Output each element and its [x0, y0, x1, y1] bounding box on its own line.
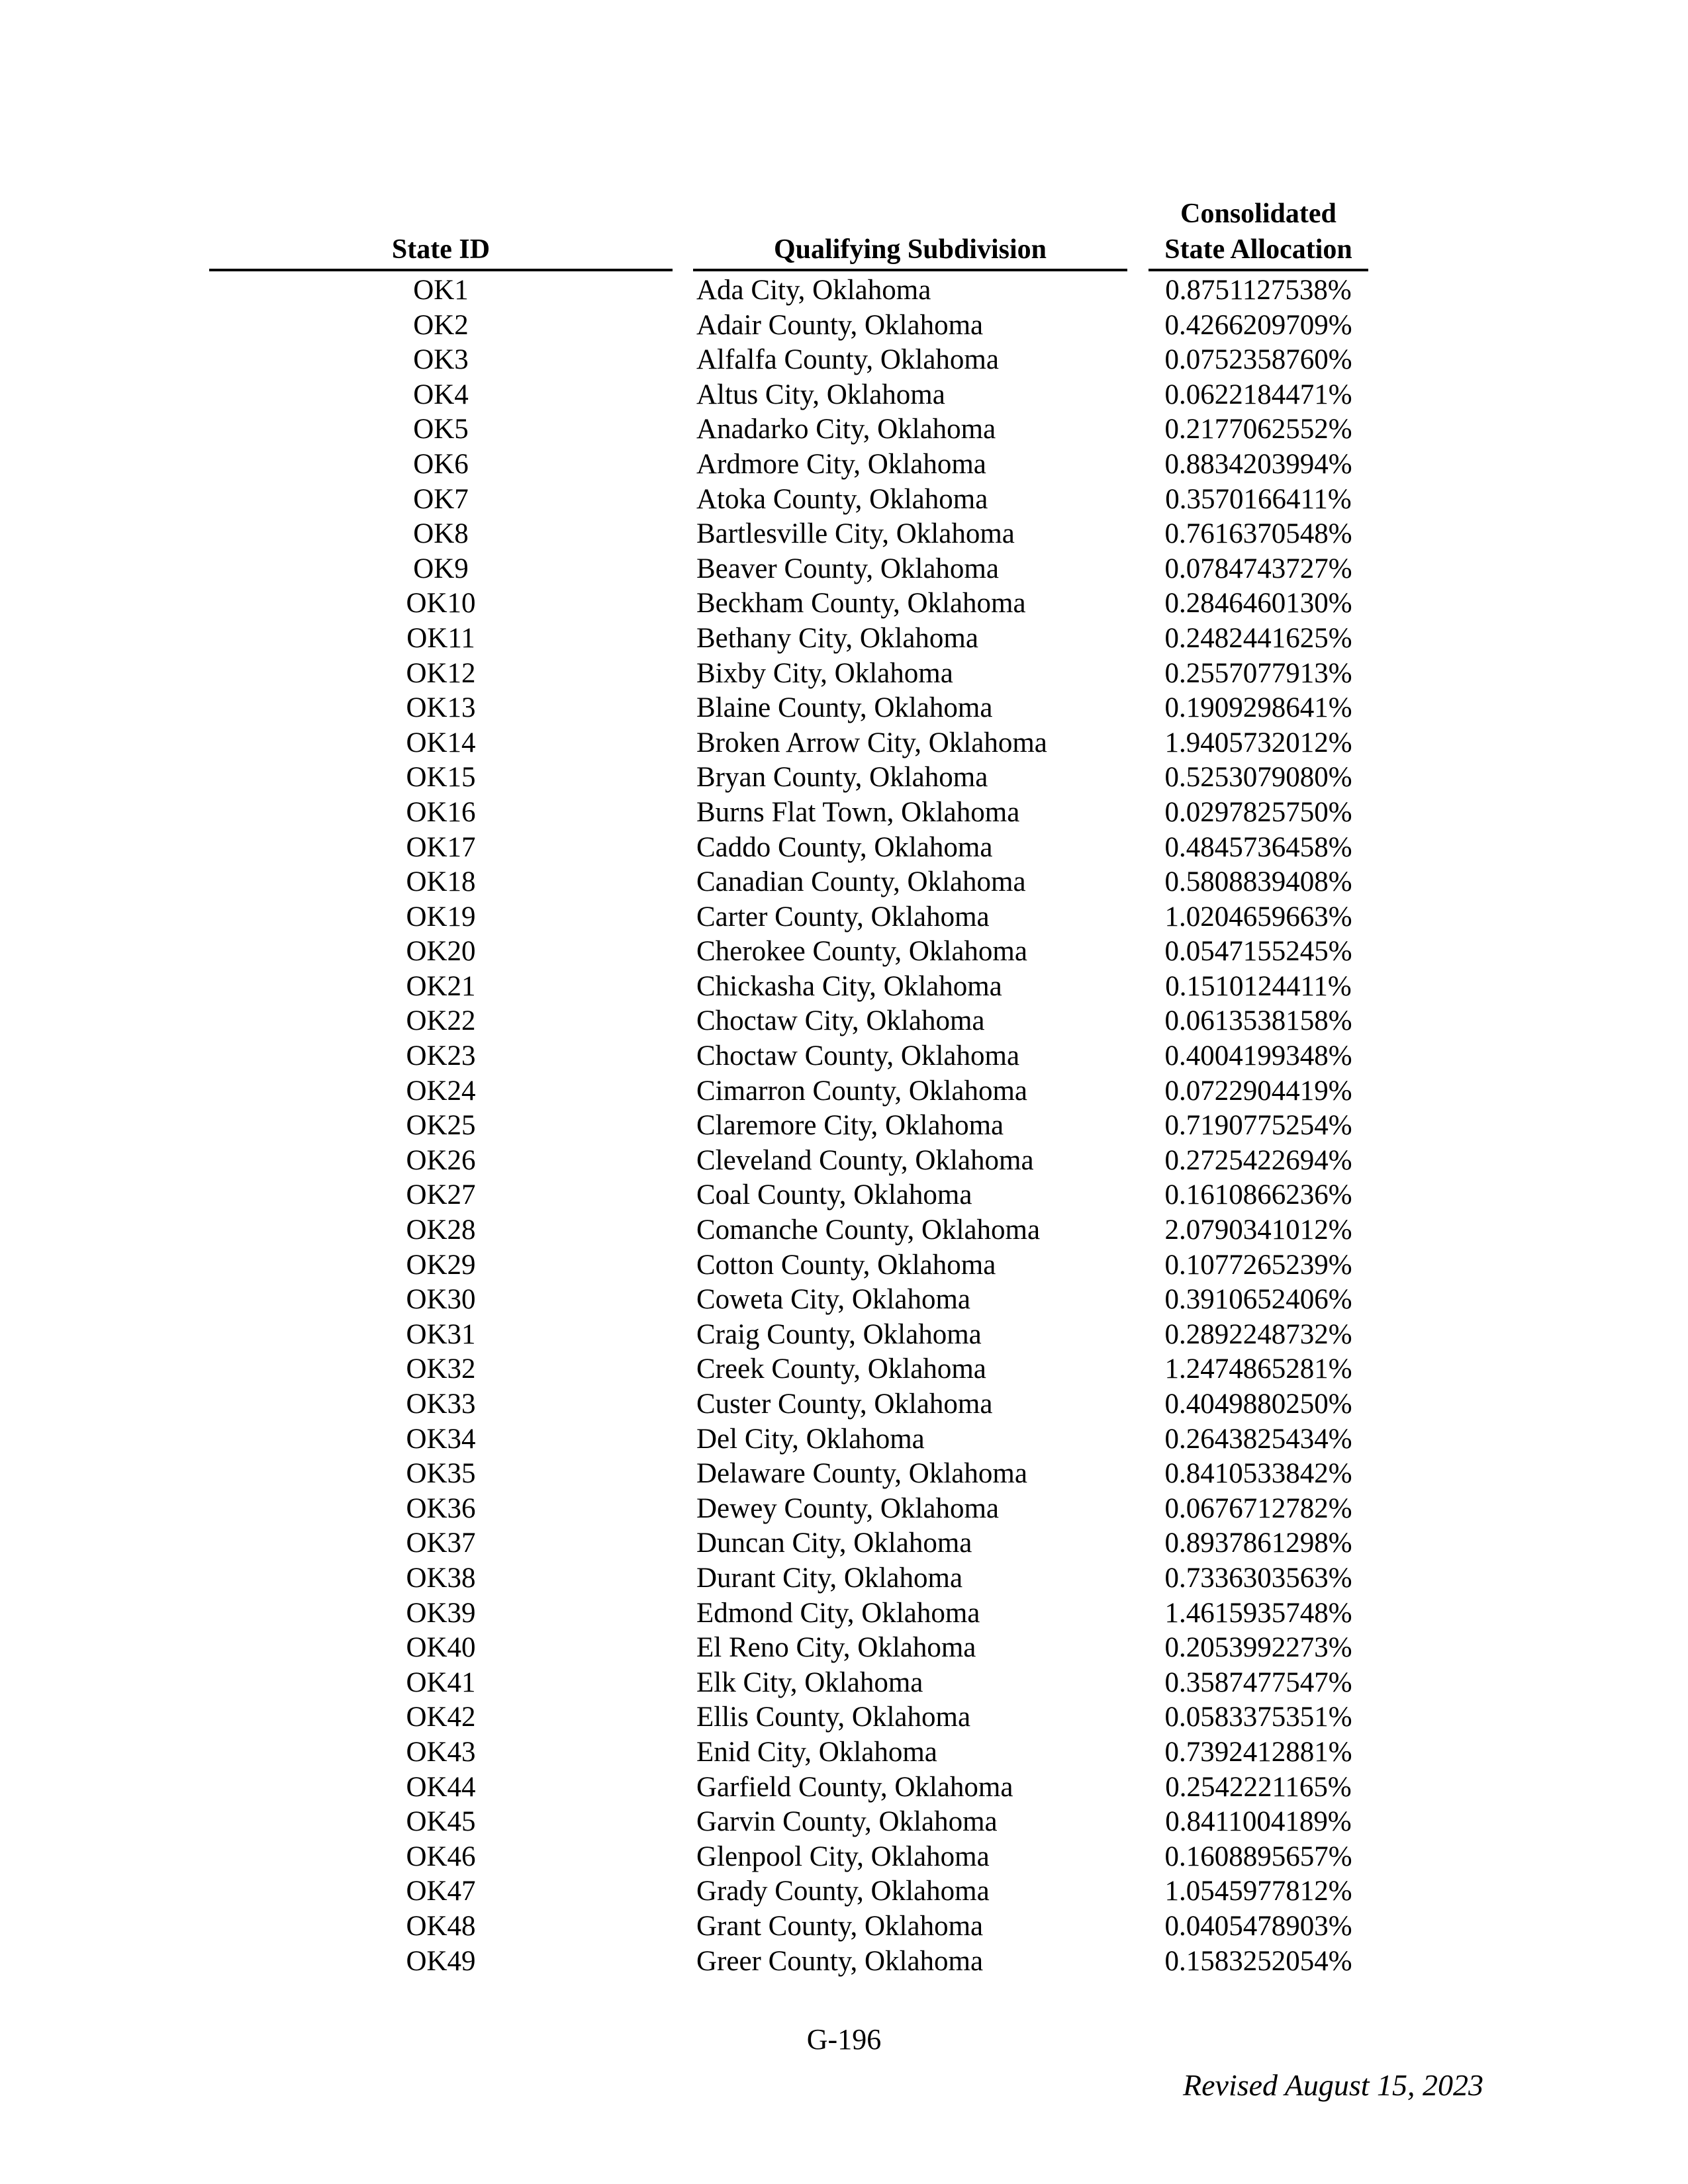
- allocation-cell: 0.0676712782%: [1164, 1492, 1352, 1524]
- table-row: [0, 1457, 1688, 1492]
- allocation-cell: 0.8411004189%: [1165, 1806, 1352, 1838]
- state-id-cell: OK30: [406, 1284, 476, 1316]
- table-row: [0, 1318, 1688, 1353]
- state-id-cell: OK25: [406, 1110, 476, 1142]
- state-id-cell: OK1: [413, 275, 469, 306]
- allocation-cell: 0.3587477547%: [1164, 1666, 1352, 1698]
- subdivision-cell: Bartlesville City, Oklahoma: [696, 518, 1015, 550]
- state-id-cell: OK34: [406, 1423, 476, 1455]
- subdivision-cell: Ardmore City, Oklahoma: [696, 448, 986, 480]
- table-row: [0, 343, 1688, 378]
- allocation-cell: 0.0622184471%: [1164, 379, 1352, 410]
- subdivision-cell: Choctaw City, Oklahoma: [696, 1005, 985, 1037]
- subdivision-cell: Bryan County, Oklahoma: [696, 762, 988, 794]
- subdivision-cell: Elk City, Oklahoma: [696, 1666, 923, 1698]
- subdivision-cell: Glenpool City, Oklahoma: [696, 1841, 990, 1872]
- state-id-cell: OK17: [406, 831, 476, 863]
- allocation-cell: 0.1583252054%: [1164, 1945, 1352, 1977]
- state-id-cell: OK4: [413, 379, 469, 410]
- allocation-cell: 0.0752358760%: [1164, 344, 1352, 376]
- state-id-cell: OK48: [406, 1910, 476, 1942]
- table-row: [0, 691, 1688, 726]
- subdivision-cell: Choctaw County, Oklahoma: [696, 1040, 1020, 1072]
- allocation-cell: 0.8410533842%: [1164, 1458, 1352, 1490]
- subdivision-cell: Cherokee County, Oklahoma: [696, 936, 1027, 968]
- allocation-cell: 0.2177062552%: [1164, 414, 1352, 445]
- subdivision-cell: Grant County, Oklahoma: [696, 1910, 984, 1942]
- allocation-cell: 0.1510124411%: [1165, 970, 1352, 1002]
- allocation-cell: 0.7336303563%: [1164, 1562, 1352, 1594]
- state-id-cell: OK23: [406, 1040, 476, 1072]
- subdivision-cell: Claremore City, Oklahoma: [696, 1110, 1004, 1142]
- subdivision-cell: Cimarron County, Oklahoma: [696, 1075, 1028, 1107]
- subdivision-cell: Bixby City, Oklahoma: [696, 657, 953, 689]
- allocation-cell: 0.8751127538%: [1165, 275, 1352, 306]
- state-id-cell: OK24: [406, 1075, 476, 1107]
- allocation-cell: 0.3910652406%: [1164, 1284, 1352, 1316]
- table-row: [0, 412, 1688, 447]
- table-row: [0, 1526, 1688, 1561]
- state-id-cell: OK21: [406, 970, 476, 1002]
- table-row: [0, 1561, 1688, 1596]
- table-row: [0, 1144, 1688, 1179]
- state-id-cell: OK16: [406, 796, 476, 828]
- subdivision-cell: Coweta City, Oklahoma: [696, 1284, 971, 1316]
- state-id-cell: OK6: [413, 448, 469, 480]
- table-row: [0, 1248, 1688, 1283]
- table-row: [0, 1840, 1688, 1875]
- state-id-cell: OK29: [406, 1249, 476, 1281]
- table-row: [0, 1387, 1688, 1422]
- subdivision-cell: Adair County, Oklahoma: [696, 309, 984, 341]
- table-row: [0, 1944, 1688, 1979]
- allocation-cell: 0.0583375351%: [1164, 1702, 1352, 1733]
- subdivision-cell: Ellis County, Oklahoma: [696, 1702, 971, 1733]
- allocation-cell: 1.9405732012%: [1164, 727, 1352, 758]
- subdivision-cell: Chickasha City, Oklahoma: [696, 970, 1002, 1002]
- state-id-cell: OK12: [406, 657, 476, 689]
- allocation-cell: 0.5808839408%: [1164, 866, 1352, 898]
- state-id-cell: OK32: [406, 1353, 476, 1385]
- allocation-cell: 0.0547155245%: [1164, 936, 1352, 968]
- subdivision-cell: Alfalfa County, Oklahoma: [696, 344, 999, 376]
- table-row: [0, 586, 1688, 621]
- table-row: [0, 482, 1688, 518]
- subdivision-cell: Cleveland County, Oklahoma: [696, 1144, 1034, 1176]
- table-row: [0, 1700, 1688, 1735]
- state-id-cell: OK37: [406, 1527, 476, 1559]
- table-row: [0, 1492, 1688, 1527]
- subdivision-cell: Canadian County, Oklahoma: [696, 866, 1026, 898]
- state-id-cell: OK10: [406, 588, 476, 619]
- subdivision-cell: Caddo County, Oklahoma: [696, 831, 993, 863]
- state-id-cell: OK19: [406, 901, 476, 933]
- table-row: [0, 621, 1688, 657]
- table-row: [0, 447, 1688, 482]
- revised-date: Revised August 15, 2023: [1183, 2068, 1483, 2102]
- state-id-cell: OK28: [406, 1214, 476, 1246]
- allocation-cell: 2.0790341012%: [1164, 1214, 1352, 1246]
- header-allocation-line1: Consolidated: [1180, 199, 1336, 229]
- table-row: [0, 831, 1688, 866]
- subdivision-cell: Creek County, Oklahoma: [696, 1353, 986, 1385]
- state-id-cell: OK7: [413, 483, 469, 515]
- subdivision-cell: Cotton County, Oklahoma: [696, 1249, 996, 1281]
- subdivision-cell: Enid City, Oklahoma: [696, 1736, 937, 1768]
- table-row: [0, 1596, 1688, 1631]
- state-id-cell: OK40: [406, 1632, 476, 1664]
- table-row: [0, 657, 1688, 692]
- allocation-cell: 0.2725422694%: [1164, 1144, 1352, 1176]
- subdivision-cell: Delaware County, Oklahoma: [696, 1458, 1027, 1490]
- allocation-cell: 0.7616370548%: [1164, 518, 1352, 550]
- table-row: [0, 1874, 1688, 1909]
- table-row: [0, 865, 1688, 900]
- state-id-cell: OK36: [406, 1492, 476, 1524]
- state-id-cell: OK45: [406, 1806, 476, 1838]
- table-row: [0, 517, 1688, 552]
- table-row: [0, 1909, 1688, 1944]
- state-id-cell: OK27: [406, 1179, 476, 1211]
- allocation-cell: 0.2892248732%: [1164, 1318, 1352, 1350]
- subdivision-cell: Carter County, Oklahoma: [696, 901, 990, 933]
- state-id-cell: OK15: [406, 762, 476, 794]
- subdivision-cell: Blaine County, Oklahoma: [696, 692, 993, 724]
- table-row: [0, 1039, 1688, 1074]
- allocation-cell: 0.4049880250%: [1164, 1388, 1352, 1420]
- allocation-cell: 0.8937861298%: [1164, 1527, 1352, 1559]
- allocation-cell: 1.0204659663%: [1164, 901, 1352, 933]
- table-row: [0, 970, 1688, 1005]
- state-id-cell: OK26: [406, 1144, 476, 1176]
- table-row: [0, 1770, 1688, 1805]
- state-id-cell: OK11: [406, 622, 475, 654]
- subdivision-cell: Ada City, Oklahoma: [696, 275, 931, 306]
- table-row: [0, 1178, 1688, 1213]
- state-id-cell: OK18: [406, 866, 476, 898]
- table-row: [0, 1109, 1688, 1144]
- allocation-cell: 0.4266209709%: [1164, 309, 1352, 341]
- table-row: [0, 1004, 1688, 1039]
- state-id-cell: OK2: [413, 309, 469, 341]
- header-consolidated-state-allocation: [1149, 196, 1368, 271]
- subdivision-cell: Garvin County, Oklahoma: [696, 1806, 998, 1838]
- subdivision-cell: Durant City, Oklahoma: [696, 1562, 963, 1594]
- state-id-cell: OK22: [406, 1005, 476, 1037]
- state-id-cell: OK42: [406, 1702, 476, 1733]
- state-id-cell: OK49: [406, 1945, 476, 1977]
- subdivision-cell: Del City, Oklahoma: [696, 1423, 925, 1455]
- header-qualifying-subdivision: Qualifying Subdivision: [693, 232, 1127, 271]
- table-body: [0, 273, 1688, 1979]
- subdivision-cell: Edmond City, Oklahoma: [696, 1597, 980, 1629]
- allocation-cell: 0.1608895657%: [1164, 1841, 1352, 1872]
- table-row: [0, 378, 1688, 413]
- table-row: [0, 1805, 1688, 1840]
- subdivision-cell: Duncan City, Oklahoma: [696, 1527, 972, 1559]
- allocation-cell: 0.4004199348%: [1164, 1040, 1352, 1072]
- page-number: G-196: [806, 2023, 882, 2056]
- subdivision-cell: Burns Flat Town, Oklahoma: [696, 796, 1020, 828]
- allocation-cell: 0.0405478903%: [1164, 1910, 1352, 1942]
- allocation-cell: 0.1610866236%: [1164, 1179, 1352, 1211]
- table-row: [0, 1074, 1688, 1109]
- table-row: [0, 760, 1688, 796]
- table-row: [0, 1422, 1688, 1457]
- allocation-cell: 1.0545977812%: [1164, 1876, 1352, 1907]
- table-row: [0, 273, 1688, 308]
- subdivision-cell: Custer County, Oklahoma: [696, 1388, 993, 1420]
- subdivision-cell: Grady County, Oklahoma: [696, 1876, 990, 1907]
- subdivision-cell: Bethany City, Oklahoma: [696, 622, 978, 654]
- state-id-cell: OK8: [413, 518, 469, 550]
- header-state-id: State ID: [209, 232, 673, 271]
- state-id-cell: OK39: [406, 1597, 476, 1629]
- state-id-cell: OK38: [406, 1562, 476, 1594]
- allocation-cell: 0.2557077913%: [1164, 657, 1352, 689]
- state-id-cell: OK35: [406, 1458, 476, 1490]
- state-id-cell: OK41: [406, 1666, 476, 1698]
- table-row: [0, 934, 1688, 970]
- subdivision-cell: Atoka County, Oklahoma: [696, 483, 988, 515]
- state-id-cell: OK43: [406, 1736, 476, 1768]
- subdivision-cell: Coal County, Oklahoma: [696, 1179, 972, 1211]
- table-row: [0, 900, 1688, 935]
- allocation-cell: 0.2846460130%: [1164, 588, 1352, 619]
- allocation-cell: 0.5253079080%: [1164, 762, 1352, 794]
- allocation-cell: 1.2474865281%: [1164, 1353, 1352, 1385]
- state-id-cell: OK13: [406, 692, 476, 724]
- subdivision-cell: Greer County, Oklahoma: [696, 1945, 984, 1977]
- allocation-cell: 0.4845736458%: [1164, 831, 1352, 863]
- table-row: [0, 1631, 1688, 1666]
- table-row: [0, 1283, 1688, 1318]
- allocation-cell: 0.0722904419%: [1164, 1075, 1352, 1107]
- table-row: [0, 552, 1688, 587]
- allocation-cell: 1.4615935748%: [1164, 1597, 1352, 1629]
- state-id-cell: OK3: [413, 344, 469, 376]
- allocation-cell: 0.8834203994%: [1164, 448, 1352, 480]
- allocation-cell: 0.0297825750%: [1164, 796, 1352, 828]
- allocation-cell: 0.2643825434%: [1164, 1423, 1352, 1455]
- allocation-cell: 0.7190775254%: [1164, 1110, 1352, 1142]
- state-id-cell: OK33: [406, 1388, 476, 1420]
- subdivision-cell: Dewey County, Oklahoma: [696, 1492, 999, 1524]
- allocation-cell: 0.7392412881%: [1164, 1736, 1352, 1768]
- allocation-cell: 0.2542221165%: [1165, 1771, 1352, 1803]
- allocation-cell: 0.0784743727%: [1164, 553, 1352, 584]
- allocation-cell: 0.0613538158%: [1164, 1005, 1352, 1037]
- state-id-cell: OK46: [406, 1841, 476, 1872]
- table-row: [0, 726, 1688, 761]
- subdivision-cell: El Reno City, Oklahoma: [696, 1632, 976, 1664]
- allocation-cell: 0.1077265239%: [1164, 1249, 1352, 1281]
- header-allocation-line2: State Allocation: [1164, 234, 1352, 265]
- table-row: [0, 1213, 1688, 1248]
- state-id-cell: OK5: [413, 414, 469, 445]
- table-row: [0, 1352, 1688, 1387]
- table-row: [0, 796, 1688, 831]
- allocation-cell: 0.2482441625%: [1164, 622, 1352, 654]
- subdivision-cell: Beaver County, Oklahoma: [696, 553, 999, 584]
- state-id-cell: OK9: [413, 553, 469, 584]
- table-row: [0, 1735, 1688, 1770]
- subdivision-cell: Garfield County, Oklahoma: [696, 1771, 1013, 1803]
- subdivision-cell: Craig County, Oklahoma: [696, 1318, 982, 1350]
- subdivision-cell: Beckham County, Oklahoma: [696, 588, 1026, 619]
- state-id-cell: OK44: [406, 1771, 476, 1803]
- state-id-cell: OK31: [406, 1318, 476, 1350]
- allocation-cell: 0.1909298641%: [1164, 692, 1352, 724]
- subdivision-cell: Altus City, Oklahoma: [696, 379, 945, 410]
- allocation-cell: 0.3570166411%: [1165, 483, 1352, 515]
- subdivision-cell: Anadarko City, Oklahoma: [696, 414, 996, 445]
- state-id-cell: OK14: [406, 727, 476, 758]
- allocation-cell: 0.2053992273%: [1164, 1632, 1352, 1664]
- subdivision-cell: Comanche County, Oklahoma: [696, 1214, 1041, 1246]
- state-id-cell: OK47: [406, 1876, 476, 1907]
- table-row: [0, 308, 1688, 343]
- subdivision-cell: Broken Arrow City, Oklahoma: [696, 727, 1047, 758]
- table-header: [0, 192, 1688, 271]
- state-id-cell: OK20: [406, 936, 476, 968]
- table-row: [0, 1666, 1688, 1701]
